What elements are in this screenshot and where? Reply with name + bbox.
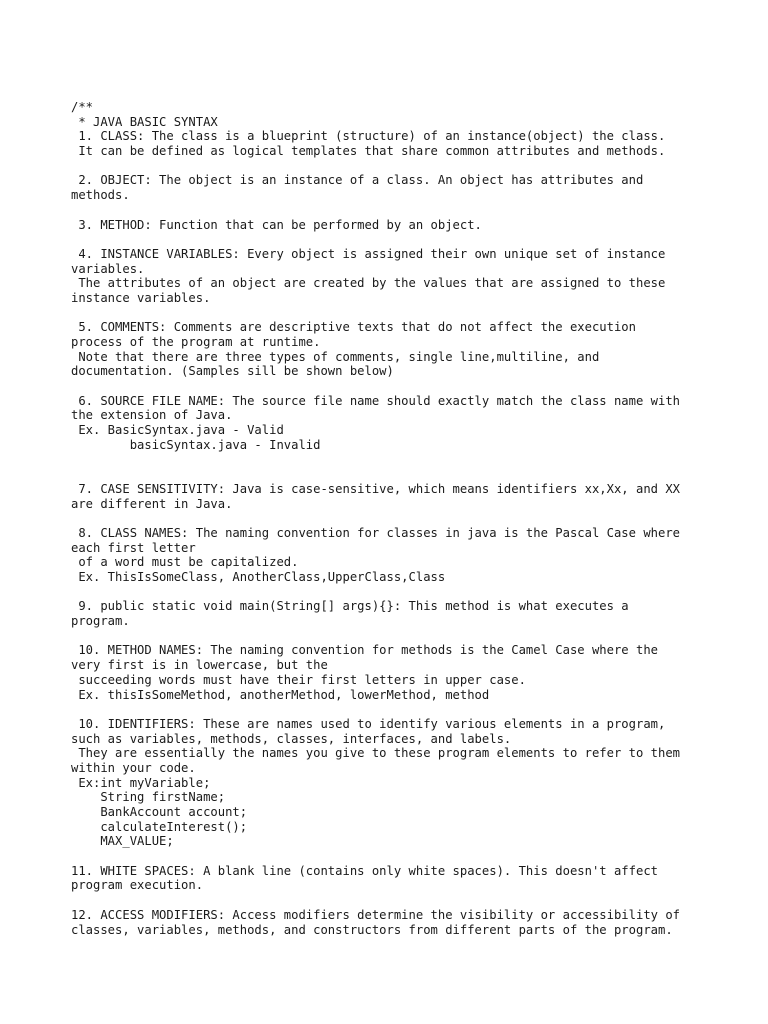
text-line: * JAVA BASIC SYNTAX (71, 114, 218, 129)
blank-line (71, 511, 701, 526)
blank-line (71, 232, 701, 247)
text-line: program execution. (71, 878, 204, 893)
text-line: 5. COMMENTS: Comments are descriptive texts that do not affect the execution (71, 320, 636, 335)
blank-line (71, 849, 701, 864)
text-line: each first letter (71, 540, 196, 555)
text-line: very first is in lowercase, but the (71, 658, 328, 673)
text-line: Ex. BasicSyntax.java - Valid (71, 423, 284, 438)
text-line: of a word must be capitalized. (71, 555, 299, 570)
text-line: are different in Java. (71, 496, 233, 511)
text-line: documentation. (Samples sill be shown below) (71, 364, 394, 379)
text-line: 7. CASE SENSITIVITY: Java is case-sensitive, which means identifiers xx,Xx, and XX (71, 481, 681, 496)
text-line: 6. SOURCE FILE NAME: The source file name should exactly match the class name with (71, 393, 681, 408)
text-line: 11. WHITE SPACES: A blank line (contains only white spaces). This doesn't affect (71, 863, 658, 878)
blank-line (71, 467, 701, 482)
text-line: Ex. thisIsSomeMethod, anotherMethod, lowerMethod, method (71, 687, 490, 702)
blank-line (71, 893, 701, 908)
text-line: variables. (71, 261, 145, 276)
text-line: classes, variables, methods, and constructors from different parts of the program. (71, 922, 673, 937)
text-line: It can be defined as logical templates that share common attributes and methods. (71, 144, 666, 159)
text-line: Note that there are three types of comments, single line,multiline, and (71, 349, 600, 364)
text-line: program. (71, 614, 130, 629)
blank-line (71, 159, 701, 174)
text-line: 12. ACCESS MODIFIERS: Access modifiers determine the visibility or accessibility of (71, 907, 681, 922)
blank-line (71, 306, 701, 321)
text-line: Ex:int myVariable; (71, 775, 211, 790)
text-line: MAX_VALUE; (71, 834, 174, 849)
text-line: They are essentially the names you give to these program elements to refer to them (71, 746, 681, 761)
text-line: the extension of Java. (71, 408, 233, 423)
text-line: such as variables, methods, classes, interfaces, and labels. (71, 731, 512, 746)
text-line: basicSyntax.java - Invalid (71, 437, 321, 452)
text-line: 8. CLASS NAMES: The naming convention for classes in java is the Pascal Case where (71, 525, 681, 540)
document-body (71, 100, 701, 937)
text-line: 9. public static void main(String[] args){}: This method is what executes a (71, 599, 629, 614)
blank-line (71, 453, 701, 468)
text-line: within your code. (71, 760, 196, 775)
blank-line (71, 702, 701, 717)
text-line: methods. (71, 188, 130, 203)
text-line: The attributes of an object are created by the values that are assigned to these (71, 276, 666, 291)
document-page (71, 100, 701, 937)
text-line: instance variables. (71, 290, 211, 305)
blank-line (71, 379, 701, 394)
text-line: calculateInterest(); (71, 819, 248, 834)
text-line: /** (71, 100, 94, 114)
text-line: BankAccount account; (71, 805, 248, 819)
blank-line (71, 585, 701, 600)
text-line: succeeding words must have their first letters in upper case. (71, 672, 526, 687)
blank-line (71, 203, 701, 218)
text-line: 2. OBJECT: The object is an instance of a class. An object has attributes and (71, 173, 644, 188)
text-line: 3. METHOD: Function that can be performed by an object. (71, 217, 482, 232)
text-line: 10. METHOD NAMES: The naming convention for methods is the Camel Case where the (71, 643, 658, 658)
text-line: 4. INSTANCE VARIABLES: Every object is assigned their own unique set of instance (71, 246, 666, 261)
text-line: Ex. ThisIsSomeClass, AnotherClass,UpperClass,Class (71, 570, 446, 584)
blank-line (71, 629, 701, 644)
text-line: process of the program at runtime. (71, 335, 321, 349)
text-line: 1. CLASS: The class is a blueprint (structure) of an instance(object) the class. (71, 129, 666, 144)
text-line: String firstName; (71, 790, 226, 805)
text-line: 10. IDENTIFIERS: These are names used to identify various elements in a program, (71, 716, 666, 731)
